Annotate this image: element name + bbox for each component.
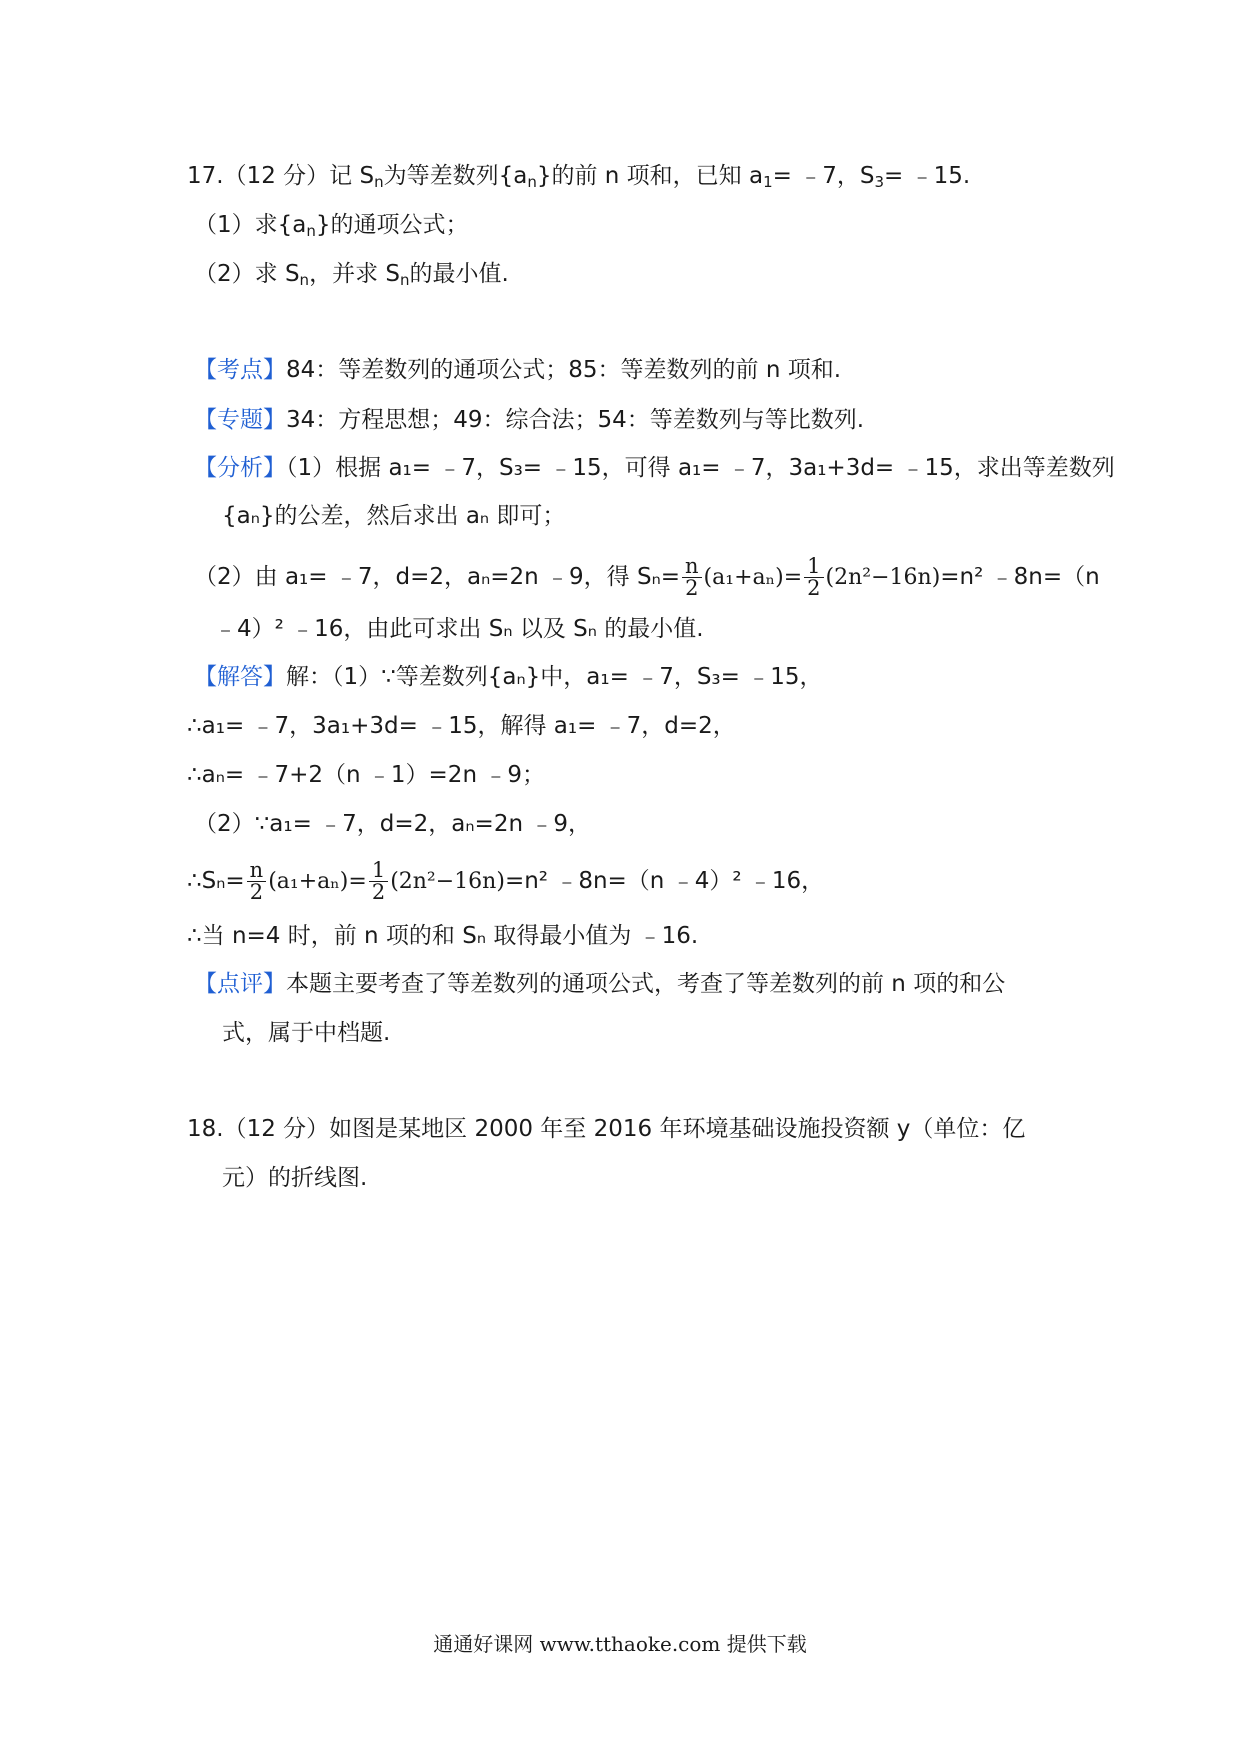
- jieda-line-1: 【解答】解：（1）∵等差数列{aₙ}中，a₁= ﹣7，S₃= ﹣15，: [194, 664, 823, 690]
- fraction-n-over-2: $\frac{n}{2}$: [682, 556, 702, 599]
- problem-17-part-1: （1）求$\{a_n\}$的通项公式；: [194, 212, 469, 240]
- fenxi-tag: 【分析】: [194, 455, 286, 481]
- problem-18-line-2: 元）的折线图.: [222, 1165, 368, 1191]
- jieda-line-3: ∴aₙ= ﹣7+2（n ﹣1）=2n ﹣9；: [187, 762, 545, 788]
- jieda-tag: 【解答】: [194, 664, 286, 690]
- kaodian-tag: 【考点】: [194, 357, 286, 383]
- fraction-n-over-2: $\frac{n}{2}$: [247, 860, 267, 903]
- dianping-tag: 【点评】: [194, 971, 286, 997]
- fraction-1-over-2: $\frac{1}{2}$: [804, 556, 823, 599]
- dianping-line-1: 【点评】本题主要考查了等差数列的通项公式，考查了等差数列的前 n 项的和公: [194, 971, 1006, 997]
- fenxi-line-3: （2）由 a₁= ﹣7，d=2，aₙ=2n ﹣9，得 Sₙ= $\frac{n}{2}$ (a₁+aₙ)= $\frac{1}{2}$ (2n²−16n)=n² ﹣8n=（n: [194, 554, 1100, 600]
- zhuanti-tag: 【专题】: [194, 407, 286, 433]
- jieda-line-2: ∴a₁= ﹣7，3a₁+3d= ﹣15，解得 a₁= ﹣7，d=2，: [187, 713, 736, 739]
- kaodian-line: 【考点】84：等差数列的通项公式；85：等差数列的前 n 项和.: [194, 357, 842, 383]
- fraction-1-over-2: $\frac{1}{2}$: [369, 860, 388, 903]
- fenxi-line-2: {aₙ}的公差，然后求出 aₙ 即可；: [222, 503, 566, 529]
- jieda-line-5: ∴Sₙ= $\frac{n}{2}$ (a₁+aₙ)= $\frac{1}{2}$ (2n²−16n)=n² ﹣8n=（n ﹣4）² ﹣16，: [187, 858, 825, 904]
- zhuanti-line: 【专题】34：方程思想；49：综合法；54：等差数列与等比数列.: [194, 407, 865, 433]
- problem-18-line-1: 18.（12 分）如图是某地区 2000 年至 2016 年环境基础设施投资额 y（单位：亿: [187, 1116, 1026, 1142]
- dianping-line-2: 式，属于中档题.: [222, 1020, 391, 1046]
- page-footer: 通通好课网 www.tthaoke.com 提供下载: [433, 1632, 807, 1656]
- problem-17-title: 17.（12 分）记 $S_n$为等差数列$\{a_n\}$的前 n 项和，已知 $a_1=$ ﹣7，$S_3=$ ﹣15.: [187, 163, 971, 191]
- jieda-line-4: （2）∵a₁= ﹣7，d=2，aₙ=2n ﹣9，: [194, 811, 591, 837]
- fenxi-line-4: ﹣4）² ﹣16，由此可求出 Sₙ 以及 Sₙ 的最小值.: [214, 616, 704, 642]
- fenxi-line-1: 【分析】（1）根据 a₁= ﹣7，S₃= ﹣15，可得 a₁= ﹣7，3a₁+3d= ﹣15，求出等差数列: [194, 455, 1115, 481]
- jieda-line-6: ∴当 n=4 时，前 n 项的和 Sₙ 取得最小值为 ﹣16.: [187, 923, 699, 949]
- problem-17-part-2: （2）求 $S_n$，并求 $S_n$的最小值.: [194, 261, 509, 289]
